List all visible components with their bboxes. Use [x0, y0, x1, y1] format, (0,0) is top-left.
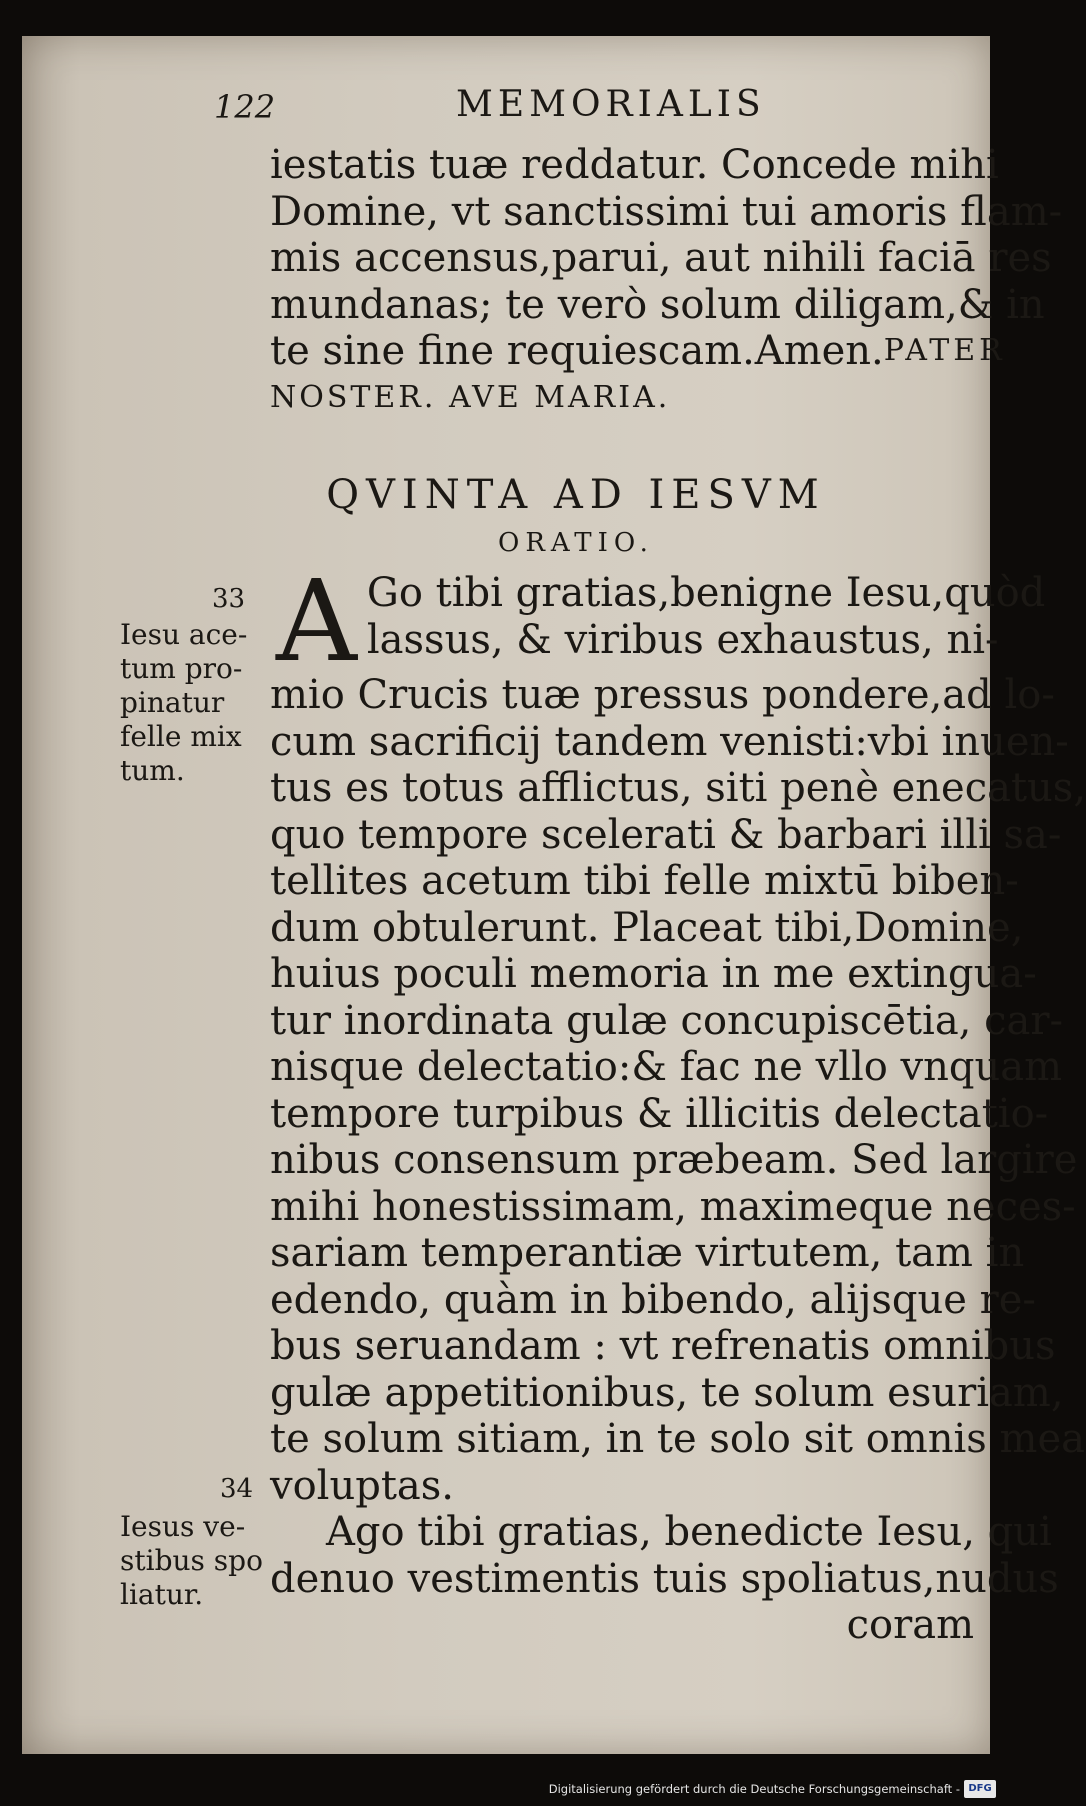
- noster-text: NOSTER.: [270, 379, 437, 415]
- text-line: dum obtulerunt. Placeat tibi,Domine,: [270, 904, 1024, 951]
- text-line: mis accensus,parui, aut nihili faciā res: [270, 235, 1052, 281]
- text-line: huius poculi memoria in me extingua-: [270, 951, 1037, 997]
- text-line: tellites acetum tibi felle mixtū biben-: [270, 858, 1019, 904]
- pater-text: PATER: [883, 333, 1006, 368]
- text-line: bus seruandam : vt refrenatis omnibus: [270, 1323, 1056, 1369]
- prayer-heading: QVINTA AD IESVM: [326, 472, 826, 518]
- text-line: iestatis tuæ reddatur. Concede mihi: [270, 142, 999, 188]
- margin-number: 33: [212, 584, 246, 614]
- text-line: Go tibi gratias,benigne Iesu,quòd: [366, 570, 1046, 616]
- intro-text: [270, 142, 1063, 421]
- text-line: mio Crucis tuæ pressus pondere,ad lo-: [270, 672, 1055, 718]
- dfg-logo-icon: DFG: [964, 1780, 996, 1798]
- margin-line: liatur.: [120, 1578, 204, 1611]
- text-line: edendo, quàm in bibendo, alijsque re-: [270, 1276, 1036, 1323]
- margin-line: pinatur: [120, 686, 225, 719]
- text-line: tur inordinata gulæ concupiscētia, car-: [270, 997, 1063, 1044]
- text-line: Domine, vt sanctissimi tui amoris flam-: [270, 188, 1063, 235]
- margin-line: felle mix: [120, 720, 242, 753]
- text-line: nisque delectatio:& fac ne vllo vnquam: [270, 1044, 1063, 1090]
- page-header: [22, 84, 990, 134]
- text-line: denuo vestimentis tuis spoliatus,nudus: [270, 1555, 1059, 1602]
- margin-note: [120, 1510, 270, 1612]
- margin-line: Iesu ace-: [120, 618, 248, 651]
- margin-line: Iesus ve-: [120, 1510, 246, 1543]
- text-line: quo tempore scelerati & barbari illi sa-: [270, 811, 1062, 858]
- text-line: voluptas.: [270, 1462, 455, 1509]
- margin-line: tum.: [120, 754, 185, 787]
- text-line: Ago tibi gratias, benedicte Iesu, qui: [326, 1509, 1052, 1555]
- margin-line: tum pro-: [120, 652, 243, 685]
- text-line: lassus, & viribus exhaustus, ni-: [366, 616, 999, 663]
- text-line: te solum sitiam, in te solo sit omnis mea: [270, 1416, 1085, 1462]
- text-line: nibus consensum præbeam. Sed largire: [270, 1137, 1078, 1183]
- prayer-paragraph-1: [270, 557, 1086, 1649]
- text-line: tempore turpibus & illicitis delectatio-: [270, 1090, 1049, 1137]
- text-line: mundanas; te verò solum diligam,& in: [270, 281, 1045, 328]
- margin-line: stibus spo: [120, 1544, 263, 1577]
- margin-number: 34: [220, 1474, 254, 1504]
- ave-maria-text: AVE MARIA.: [448, 379, 671, 415]
- credit-text: Digitalisierung gefördert durch die Deutsche Forschungsgemeinschaft -: [548, 1782, 960, 1796]
- prayer-subheading: ORATIO.: [498, 528, 654, 558]
- text-line: mihi honestissimam, maximeque neces-: [270, 1183, 1076, 1230]
- text-line: gulæ appetitionibus, te solum esuriam,: [270, 1369, 1064, 1416]
- text-line: [270, 375, 974, 421]
- page-number: 122: [214, 88, 276, 126]
- book-page: [22, 36, 1086, 1754]
- digitization-footer: [0, 1778, 1000, 1806]
- catchword: coram: [846, 1602, 974, 1648]
- text-line: sariam temperantiæ virtutem, tam in: [270, 1230, 1025, 1276]
- drop-cap: A: [276, 557, 357, 687]
- margin-note: [120, 618, 270, 788]
- text-line: cum sacrificij tandem venisti:vbi inuen-: [270, 718, 1069, 765]
- text-line: [270, 328, 1006, 375]
- running-title: MEMORIALIS: [456, 84, 766, 125]
- text-line: tus es totus afflictus, siti penè enecatus,: [270, 765, 1086, 811]
- text-segment: te sine fine requiescam.Amen.: [270, 328, 884, 374]
